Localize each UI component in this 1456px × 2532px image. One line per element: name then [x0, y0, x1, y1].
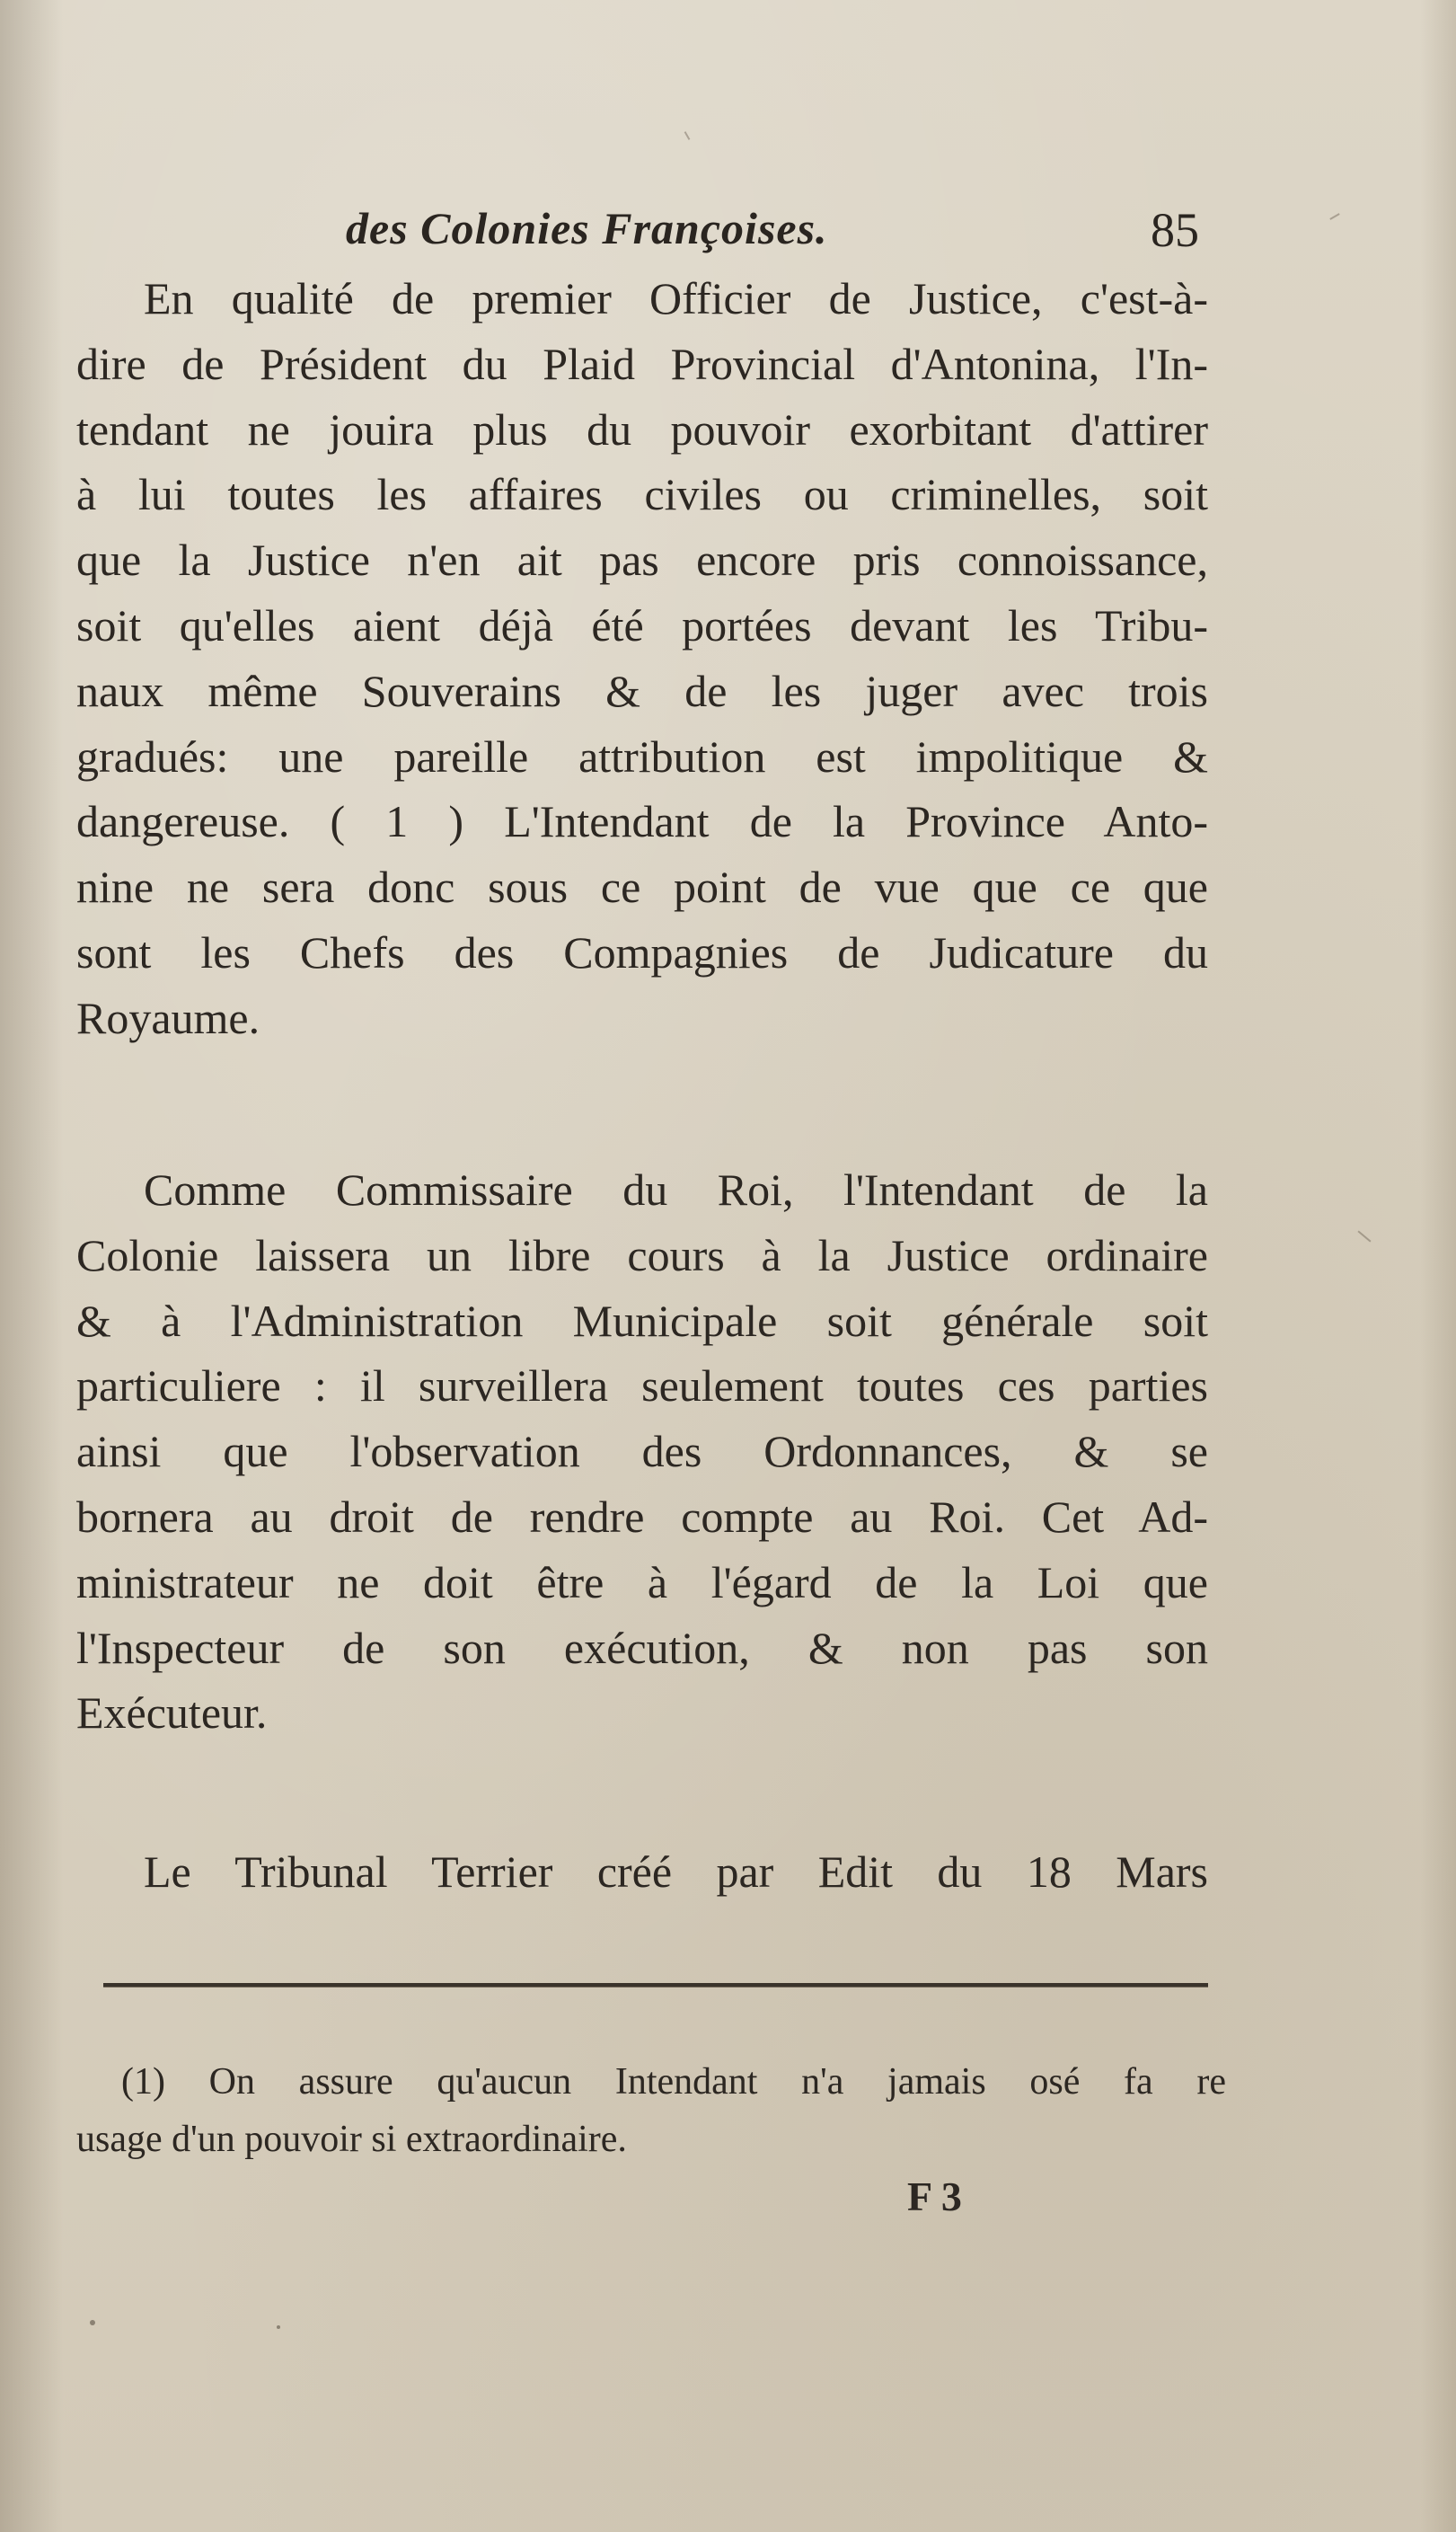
text-line: sont les Chefs des Compagnies de Judicature du — [76, 926, 1208, 978]
text-line: gradués: une pareille attribution est impolitique & — [76, 730, 1208, 782]
text-line: Le Tribunal Terrier créé par Edit du 18 Mars — [144, 1846, 1208, 1897]
text-line: l'Inspecteur de son exécution, & non pas son — [76, 1622, 1208, 1673]
text-line: que la Justice n'en ait pas encore pris connoissance, — [76, 535, 1208, 586]
text-line: Royaume. — [76, 992, 260, 1043]
text-line: ainsi que l'observation des Ordonnances, & se — [76, 1426, 1208, 1477]
text-line: Comme Commissaire du Roi, l'Intendant de la — [144, 1164, 1208, 1215]
footnote-line: (1) On assure qu'aucun Intendant n'a jamais osé fa re — [121, 2061, 1226, 2103]
page-header — [346, 202, 1199, 265]
footnote — [76, 2053, 1226, 2168]
paragraph-1 — [76, 266, 1208, 1051]
text-line: dangereuse. ( 1 ) L'Intendant de la Province Anto- — [76, 796, 1208, 847]
paper-fleck — [1329, 213, 1339, 220]
text-line: tendant ne jouira plus du pouvoir exorbitant d'attirer — [76, 403, 1208, 455]
text-line: nine ne sera donc sous ce point de vue que ce que — [76, 862, 1208, 913]
page-number: 85 — [1151, 203, 1199, 257]
text-line: soit qu'elles aient déjà été portées devant les Tribu- — [76, 599, 1208, 651]
text-line: dire de Président du Plaid Provincial d'Antonina, l'In- — [76, 338, 1208, 389]
text-line: bornera au droit de rendre compte au Roi. Cet Ad- — [76, 1491, 1208, 1542]
page-edge — [1420, 0, 1456, 2532]
gutter-shadow — [0, 0, 63, 2532]
text-line: ministrateur ne doit être à l'égard de la Loi que — [76, 1556, 1208, 1607]
running-head: des Colonies Françoises. — [346, 203, 828, 253]
ink-speck — [277, 2325, 280, 2329]
footnote-rule — [103, 1983, 1208, 1988]
text-line: particuliere : il surveillera seulement toutes ces parties — [76, 1360, 1208, 1412]
paragraph-2 — [76, 1157, 1208, 1746]
paragraph-3 — [76, 1839, 1208, 1905]
text-line: naux même Souverains & de les juger avec trois — [76, 665, 1208, 716]
text-line: Colonie laissera un libre cours à la Justice ordinaire — [76, 1229, 1208, 1280]
text-line: Exécuteur. — [76, 1687, 268, 1739]
text-line: & à l'Administration Municipale soit générale soit — [76, 1295, 1208, 1346]
footnote-line: usage d'un pouvoir si extraordinaire. — [76, 2119, 627, 2160]
signature-mark: F 3 — [907, 2173, 962, 2219]
text-line: En qualité de premier Officier de Justice, c'est-à- — [144, 273, 1208, 323]
paper-fleck — [1357, 1230, 1371, 1242]
paper-fleck — [684, 131, 691, 140]
ink-speck — [90, 2320, 95, 2325]
text-line: à lui toutes les affaires civiles ou criminelles, soit — [76, 469, 1208, 520]
